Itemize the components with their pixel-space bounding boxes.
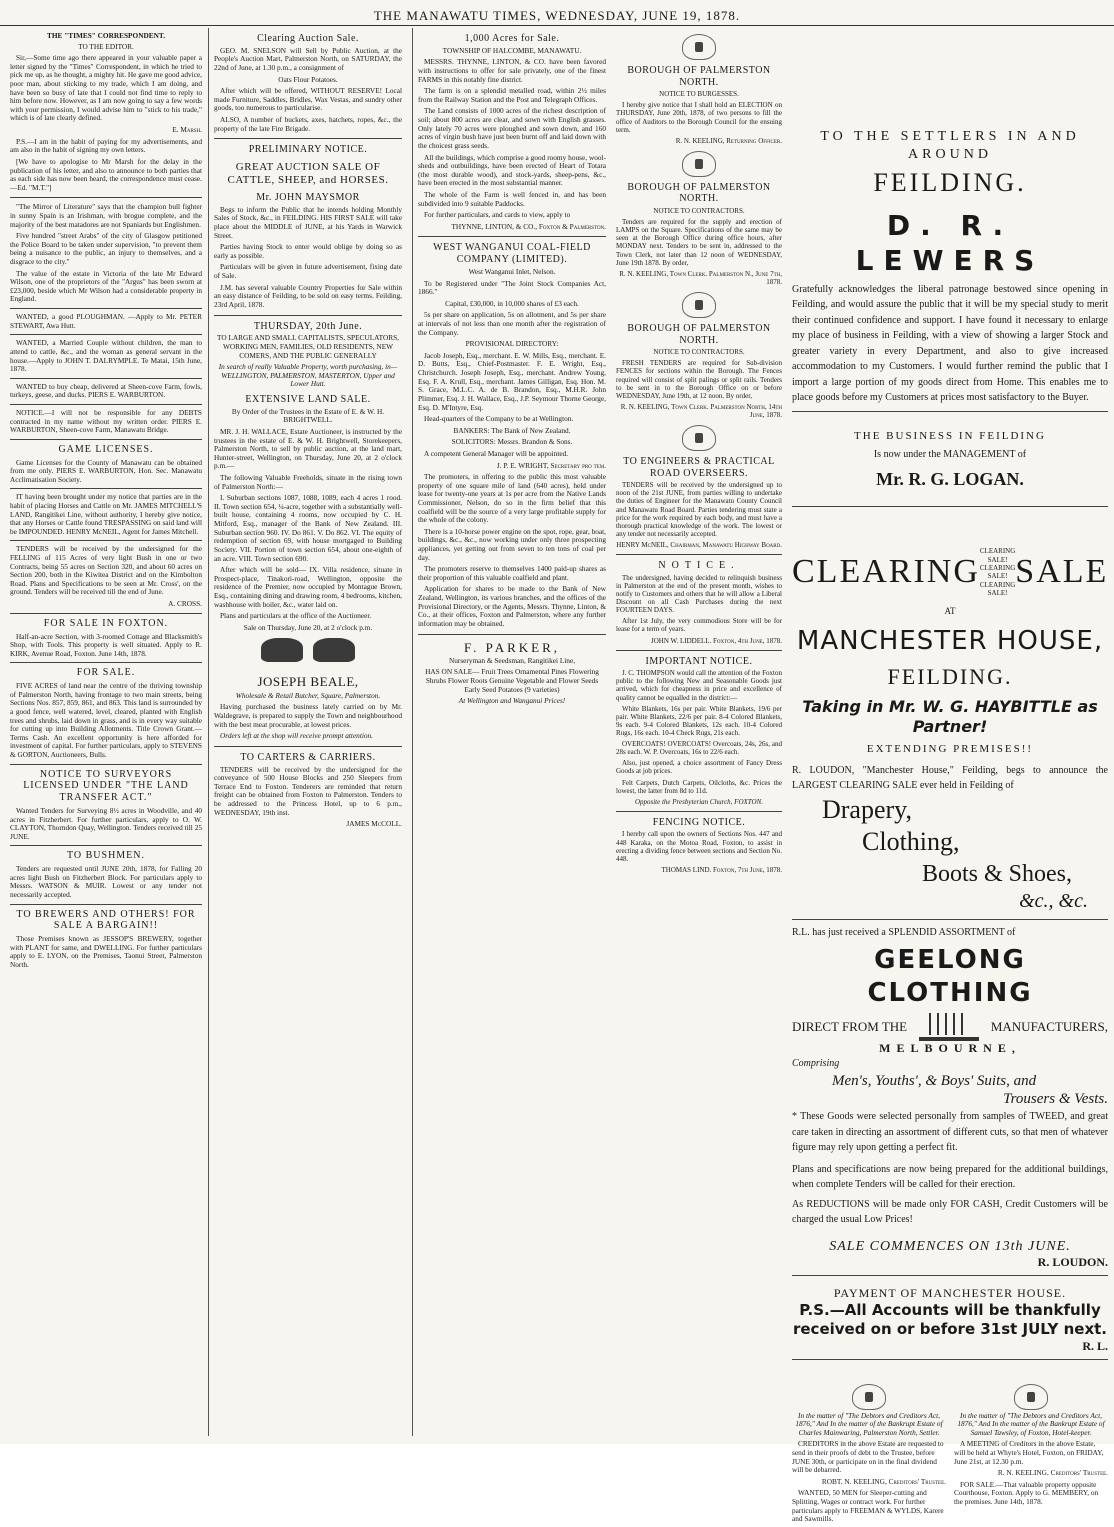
separator [792, 1359, 1108, 1360]
article-paragraph: Sir,—Some time ago there appeared in your valuable paper a letter signed by the "Times" Correspondent, in which he tried to pick me up, as he thought, a mighty hit. He gave me good advice, poor man, about sticking to my trade, which I am doing, and have been so busy of late that I could not find time to reply to him before now. However, as I am now going to say a few words with your permission, I would advise him to "stick to his trade," which is of late clearly defined. [10, 53, 202, 123]
separator [616, 811, 782, 812]
column-4 [414, 28, 610, 1436]
ad-title: TO BREWERS AND OTHERS! FOR SALE A BARGAIN!! [16, 908, 196, 932]
signature: JAMES McCOLL. [346, 819, 402, 829]
ad-text: DIRECT FROM THE [792, 1018, 908, 1034]
ad-text: After which will be sold— IX. Villa residence, situate in Prospect-place, Tinakori-road, Wellington, opposite the residence of the Premier, now occupied by Montague Brown, Esq., containing dining and drawing room, 4 bedrooms, kitchen, washhouse with boiler, &c., water laid on. [214, 565, 402, 609]
oxen-illustration [253, 638, 363, 668]
ad-text: The whole of the Farm is well fenced in, and has been subdivided into 9 suitable Paddocks. [418, 189, 606, 208]
ad-text: J.M. has several valuable Country Properties for Sale within an easy distance of Feilding, to be sold on easy terms. Feilding, 23rd April, 1878. [214, 282, 402, 309]
crest-icon [1014, 1384, 1048, 1410]
signature: R. N. KEELING, Town Clerk. Palmerston N., June 7th, 1878. [619, 269, 782, 286]
ad-text: TENDERS will be received by the undersigned up to noon of the 21st JUNE, from parties willing to undertake the duties of Engineer for the Manawatu County Council and Manawatu Road Board. Parties tendering must state a price for the work required by each body, and must have a thorough practical knowledge of the work. The lowest or any tender not necessarily accepted. [616, 481, 782, 538]
separator [418, 634, 606, 635]
classified-ad [10, 334, 202, 373]
notice-left [792, 1378, 946, 1527]
signature: E. Marsh. [172, 125, 202, 135]
banner-sub: CLEARING SALE! CLEARING SALE! CLEARING SALE! [979, 547, 1016, 598]
ad-text: BANKERS: The Bank of New Zealand. [453, 425, 571, 435]
ad-text: The undersigned, having decided to relinquish business in Palmerston at the end of the present month, wishes to notify to Customers and others that he will allow a Liberal Discount on all Cash Purchases during the next FOURTEEN DAYS. [616, 573, 782, 615]
ad-text: In the matter of "The Debtors and Creditors Act, 1876," And In the matter of the Bankrupt Estate of Samuel Tawsley, of Foxton, Hotel-keeper. [957, 1410, 1105, 1437]
classified-ad [10, 404, 202, 435]
separator [616, 650, 782, 651]
wide-advertisement [786, 28, 1114, 1524]
ad-text: The farm is on a splendid metalled road, within 2½ miles from the Railway Station and the Post and Telegraph Offices. [418, 86, 606, 104]
ad-goods: Oats Flour Potatoes. [278, 74, 338, 84]
ad-text: Is now under the MANAGEMENT of [873, 449, 1027, 461]
article-paragraph: [We have to apologise to Mr Marsh for the delay in the publication of his letter, and also to announce to both parties that as each side has now been heard, the correspondence must cease.—Ed. "M.T."] [10, 156, 202, 192]
ad-text: All the buildings, which comprise a good roomy house, wool-sheds and outbuildings, have been erected of Heart of Totara (the most durable wood), and stock-yards, sheep-pens, &c., have been erected in the most substantial manner. [418, 152, 606, 188]
ad-text: OVERCOATS! OVERCOATS! Overcoats, 24s, 26s, and 28s each. W. P. Overcoats, 16s to 22/6 each. [616, 740, 782, 757]
clearing-sale-banner [792, 547, 1108, 597]
separator [792, 1275, 1108, 1276]
ad-text: Parties having Stock to enter would oblige by doing so as early as possible. [214, 242, 402, 260]
ad-title: WEST WANGANUI COAL-FIELD COMPANY (LIMITED). [433, 242, 591, 266]
ad-title: EXTENSIVE LAND SALE. [245, 393, 371, 405]
separator [418, 236, 606, 237]
separator [616, 554, 782, 555]
ad-text: A MEETING of Creditors in the above Estate, will be held at Whyte's Hotel, Foxton, on FRIDAY, June 21st, at 12.30 p.m. [954, 1439, 1104, 1466]
store-location: FEILDING. [887, 664, 1013, 690]
ad-text: Those Premises known as JESSOP'S BREWERY, together with PLANT for same, and DWELLING. For further particulars apply to E. LYON, on the Premises, Taonui Street, Palmerston North. [10, 934, 202, 970]
ad-text: FIVE ACRES of land near the centre of the thriving township of Palmerston North, having frontage to two main streets, being Sections Nos. 857, 859, 861, and 863. This land is surrounded by a good fence, well watered, level, cleared, planted with English trees and shrubs, laid down in grass, and is in every way suitable for cutting up into Building Allotments. Title Crown Grant.—Terms Cash. An excellent opportunity is here afforded for investment of capital. For further particulars, apply to STEVENS & GORTON, Auctioneers, Bulls. [10, 681, 202, 759]
classified-ad [10, 540, 202, 608]
signature: ROBT. N. KEELING, Creditors' Trustee. [821, 1476, 946, 1486]
ad-text: Having purchased the business lately carried on by Mr. Waldegrave, is prepared to supply the Town and neighbourhood with the best meat procurable, at lowest prices. [214, 702, 402, 729]
ad-text: TENDERS will be received by the undersigned for the FELLING of 115 Acres of very light Bush in one or two Contracts, being 55 acres on Section 320, and about 60 acres on Section 200, both in the Kiwitea District and on the Kimbolton Road. Plans and Specifications to be seen at Mr. Cross', on the ground. Tenders will be received till the end of June. [10, 544, 202, 597]
ad-text: CREDITORS in the above Estate are requested to send in their proofs of debt to the Trustee, before JUNE 30th, or participate on in the final dividend will be debarred. [792, 1439, 944, 1475]
ad-title: NOTICE TO SURVEYORS LICENSED UNDER "THE LAND TRANSFER ACT." [23, 768, 189, 804]
signature: A. CROSS. [168, 599, 202, 609]
ad-text: In the matter of "The Debtors and Creditors Act, 1876," And In the matter of the Bankrupt Estate of Charles Mainwaring, Palmerston North, Settler. [795, 1410, 943, 1437]
ad-text: As REDUCTIONS will be made only FOR CASH, Credit Customers will be charged the usual Low Prices! [792, 1198, 1108, 1226]
ad-text: WANTED, a good PLOUGHMAN. —Apply to Mr. PETER STEWART, Awa Hutt. [10, 312, 202, 330]
ad-text: White Blankets, 16s per pair. White Blankets, 19/6 per pair. White Blankets, 22/6 per pair. 8-4 Colored Blankets, 9s each. 9-4 Colored Blankets, 12s each. 10-4 Colored Rugs, 16s each. 10-4 Check Rugs, 21s each. [616, 704, 782, 737]
ad-subtitle: TOWNSHIP OF HALCOMBE, MANAWATU. [442, 45, 582, 55]
column-rule [208, 28, 209, 1436]
store-name: MANCHESTER HOUSE, [796, 625, 1104, 656]
news-item: "The Mirror of Literature" says that the champion bull fighter in sunny Spain is an Irishman, with brogue complete, and the majority of the best matadores are not Spaniards but Englishmen. [10, 202, 202, 229]
subheading: PROVISIONAL DIRECTORY: [465, 339, 559, 349]
ad-text: Capital, £30,000, in 10,000 shares of £3 each. [445, 298, 579, 308]
ad-text: Begs to inform the Public that he intends holding Monthly Sales of Stock, &c., in FEILDING. HIS FIRST SALE will take place about the MIDDLE of JUNE, at his Yards in Warwick Street. [214, 204, 402, 240]
classified-ad [10, 904, 202, 970]
ad-text: AT [944, 605, 956, 616]
ad-title: NOTICE. [658, 560, 740, 572]
ad-text: WANTED to buy cheap, delivered at Sheen-cove Farm, fowls, turkeys, geese, and ducks. PIERS E. WARBURTON. [10, 381, 202, 400]
ad-title: PRELIMINARY NOTICE. [248, 144, 368, 156]
separator [214, 138, 402, 139]
crest-icon [852, 1384, 886, 1410]
ad-text: The Land consists of 1000 acres of the richest description of soil; about 800 acres are clear, and sown with English grasses. Only lately 70 acres were ploughed and sown down, and 160 acres of virgin bush have just been burnt off and laid down with the choicest grass seeds. [418, 106, 606, 150]
ad-headline: Taking in Mr. W. G. HAYBITTLE as Partner! [802, 696, 1098, 736]
ad-subtitle: Nurseryman & Seedsman, Rangitikei Line, [448, 655, 576, 665]
signature: J. P. E. WRIGHT, Secretary pro tem. [496, 460, 606, 470]
notice-right [954, 1378, 1108, 1527]
ad-text: For further particulars, and cards to view, apply to [424, 210, 571, 220]
signature: R. N. KEELING, Creditors' Trustee. [997, 1468, 1108, 1478]
ad-text: There is a 10-horse power engine on the spot, rope, gear, boat, buildings, &c., &c., now working under only three prospecting appliances, yet getting out from seven to ten tons of coal per day. [418, 526, 606, 562]
ad-title: IMPORTANT NOTICE. [645, 655, 753, 667]
column-rule [412, 28, 413, 1436]
merchant-name: Mr. R. G. LOGAN. [876, 468, 1024, 489]
signature: R. N. KEELING, Returning Officer. [675, 136, 782, 145]
ship-icon [919, 1013, 979, 1041]
ad-text: MELBOURNE, [879, 1041, 1021, 1056]
ad-text: Particulars will be given in future advertisement, fixing date of Sale. [214, 262, 402, 281]
ad-text: Sale on Thursday, June 20, at 2 o'clock p.m. [243, 622, 373, 632]
ad-text: Plans and particulars at the office of the Auctioneer. [220, 611, 372, 621]
subheading: TO THE EDITOR. [78, 41, 134, 51]
ad-text: The promoters reserve to themselves 1400 paid-up shares as their proportion of this valuable coalfield and plant. [418, 564, 606, 582]
ad-text: Wanted Tenders for Surveying 8½ acres in Woodville, and 40 acres in Fitzherbert. For further particulars, apply to O. W. CLAYTON, Thorndon Quay, Wellington. Tenders received till 25 JUNE. [10, 806, 202, 841]
classified-ad [10, 662, 202, 759]
ad-name: Mr. JOHN MAYSMOR [256, 192, 360, 204]
ad-text: MR. J. H. WALLACE, Estate Auctioneer, is instructed by the trustees in the estate of E. & W. H. Brightwell, Storekeepers, Palmerston North, to sell by public auction, at the land mart, Hunter-street, Wellington, on Thursday, June 20, at 2 o'clock p.m.— [214, 426, 402, 471]
crest-icon [682, 34, 716, 60]
ad-headline: EXTENDING PREMISES!! [866, 742, 1034, 755]
ad-title: Clearing Auction Sale. [257, 33, 359, 44]
signature: THOMAS LIND. Foxton, 7th June, 1878. [661, 865, 782, 874]
ad-title: BOROUGH OF PALMERSTON NORTH. [627, 65, 771, 88]
ad-text: Comprising [792, 1058, 840, 1070]
ad-text: MESSRS. THYNNE, LINTON, & CO. have been favored with instructions to offer for sale privately, one of the finest FARMS in this notably fine district. [418, 57, 606, 84]
ox-icon [261, 638, 303, 662]
ad-text: Jacob Joseph, Esq., merchant. E. W. Mills, Esq., merchant. E. D. Butts, Esq., Chief-Postmaster. F. E. Wright, Esq., Christchurch. Joseph Joseph, Esq., merchant. Andrew Young, Esq. F. A. Krull, Esq., merchant. James Gilligan, Esq. Hon. M. S. Grace, M.L.C. A. de B. Brandon, Esq., M.H.R. John Plimmer, Esq. J. H. Wallace, Esq., J.P. Seymour Thorne George, Esq. D. M'Intyre, Esq. [418, 350, 606, 412]
separator [214, 746, 402, 747]
banner-word: SALE [1015, 553, 1109, 591]
ad-subtitle: West Wanganui Inlet, Nelson. [468, 266, 556, 276]
classified-ad [10, 308, 202, 330]
ad-subtitle: Wholesale & Retail Butcher, Square, Palmerston. [235, 690, 381, 700]
ad-text: Orders left at the shop will receive prompt attention. [220, 731, 374, 741]
ad-text: NOTICE.—I will not be responsible for any DEBTS contracted in my name without my written order. PIERS E. WARBURTON, Sheen-cove Farm, Manawatu Bridge. [10, 407, 202, 435]
ad-text: GEO. M. SNELSON will Sell by Public Auction, at the People's Auction Mart, Palmerston North, on SATURDAY, the 22nd of June, at 1.30 p.m., a consignment of [214, 45, 402, 73]
goods-line: Clothing, [862, 827, 960, 857]
ad-title: JOSEPH BEALE, [257, 674, 359, 690]
classified-ad [10, 845, 202, 899]
separator [792, 919, 1108, 920]
separator [792, 411, 1108, 412]
crest-icon [682, 425, 716, 451]
section-heading: THE "TIMES" CORRESPONDENT. [46, 31, 166, 40]
ad-text: At Wellington and Wanganui Prices! [458, 696, 566, 706]
ad-title: TO CARTERS & CARRIERS. [240, 751, 376, 763]
ad-text: MANUFACTURERS, [990, 1018, 1108, 1034]
bottom-notices [792, 1378, 1108, 1527]
ad-text: Half-an-acre Section, with 3-roomed Cottage and Blacksmith's Shop, with Tools. This property is well situated. Apply to R. KIRK, Avenue Road, Foxton. June 14th, 1878. [10, 631, 202, 658]
ad-title: BOROUGH OF PALMERSTON NORTH. [627, 181, 771, 205]
ad-title: FOR SALE IN FOXTON. [43, 617, 169, 629]
ad-title: 1,000 Acres for Sale. [464, 33, 560, 44]
subheading: NOTICE TO CONTRACTORS. [653, 207, 745, 216]
column-3 [210, 28, 406, 1436]
separator [792, 506, 1108, 507]
ad-title: TO ENGINEERS & PRACTICAL ROAD OVERSEERS. [623, 456, 775, 479]
ad-text: HAS ON SALE— Fruit Trees Ornamental Pines Flowering Shrubs Flower Roots Genuine Vegetable and Flower Seeds Early Seed Potatoes (9 varieties) [425, 667, 599, 694]
ad-text: ALSO, A number of buckets, axes, hatchets, ropes, &c., the property of the late Fire Brigade. [214, 115, 402, 133]
ad-headline: GEELONG CLOTHING [867, 945, 1033, 1008]
ad-text: Also, just opened, a choice assortment of Fancy Dress Goods at job prices. [616, 759, 782, 776]
classified-ad [10, 488, 202, 536]
ad-text: FOR SALE.—That valuable property opposite Courthouse, Foxton. Apply to G. MEMBERY, on the premises. June 14th, 1878. [954, 1479, 1099, 1507]
ad-title: TO THE SETTLERS IN AND AROUND [820, 129, 1080, 162]
ad-title: BOROUGH OF PALMERSTON NORTH. [627, 323, 771, 346]
classified-ad [10, 378, 202, 400]
ad-text: Game Licenses for the County of Manawatu can be obtained from me only. PIERS E. WARBURTON, Hon. Sec. Manawatu Acclimatisation Society. [10, 457, 202, 484]
ad-headline: P.S.—All Accounts will be thankfully received on or before 31st JULY next. [792, 1301, 1107, 1338]
signature: R. LOUDON. [1037, 1255, 1108, 1270]
direct-line [792, 1013, 1108, 1041]
signature: THYNNE, LINTON, & CO., Foxton & Palmerston. [451, 221, 606, 231]
goods-line: Drapery, [822, 794, 912, 824]
ad-text: J. C. THOMPSON would call the attention of the Foxton public to the following New and Seasonable Goods just arrived, which for cheapness in price and excellence of quality cannot be equalled in the district:— [616, 669, 782, 702]
ad-title: F. PARKER, [463, 639, 561, 655]
crest-icon [682, 151, 716, 177]
separator [214, 315, 402, 316]
ad-text: I hereby give notice that I shall hold an ELECTION on THURSDAY, June 20th, 1878, of two persons to fill the office of Auditors to the Borough Council for the ensuing term. [616, 101, 782, 134]
news-item: The value of the estate in Victoria of the late Mr Edward Wilson, one of the proprietors of the "Argus" has been sworn at £23,000, beside which Mr Wilson had a considerable property in England. [10, 268, 202, 304]
separator [10, 197, 202, 198]
ad-title: FOR SALE. [76, 667, 136, 679]
ad-text: FRESH TENDERS are required for Sub-division FENCES for sections within the Borough. The Fences required will consist of split palings or split rails. Tenders to be sent in to the Borough Office on or before WEDNESDAY, June 19th, at 12 noon. By order, [616, 359, 782, 400]
ad-text: WANTED, a Married Couple without children, the man to attend to cattle, &c., and the woman as general servant in the house.—Apply to JOHN T. DALRYMPLE. Te Matai, 15th June, 1878. [10, 338, 202, 374]
ad-heading: TO LARGE AND SMALL CAPITALISTS, SPECULATORS, WORKING MEN, FAMILIES, OLD RESIDENTS, NEW COMERS, AND THE PUBLIC GENERALLY [217, 333, 399, 360]
signature: JOHN W. LIDDELL. Foxton, 4th June, 1878. [651, 636, 782, 645]
ad-title: FEILDING. [873, 168, 1027, 197]
goods-line: &c., &c. [1019, 889, 1088, 912]
goods-line: Boots & Shoes, [922, 860, 1073, 887]
column-5 [612, 28, 786, 1436]
masthead: THE MANAWATU TIMES, WEDNESDAY, JUNE 19, 1878. [0, 0, 1114, 26]
ad-text: Opposite the Presbyterian Church, FOXTON. [634, 797, 764, 806]
ad-text: The following Valuable Freeholds, situate in the rising town of Palmerston North:— [214, 473, 402, 491]
signature: HENRY McNEIL, Chairman, Manawatu Highway Board. [616, 541, 782, 550]
ad-text: SOLICITORS: Messrs. Brandon & Sons. [451, 437, 573, 447]
classified-ad [10, 613, 202, 659]
ad-headline: PAYMENT OF MANCHESTER HOUSE. [833, 1286, 1067, 1301]
ad-headline: SALE COMMENCES ON 13th JUNE. [829, 1238, 1071, 1254]
ad-text: Tenders are requested until JUNE 20th, 1878, for Falling 20 acres light Bush on Fitzherbert Block. For particulars apply to Messrs. WATSON & MUIR. Lowest or any tender not necessarily accepted. [10, 864, 202, 900]
ad-text: Felt Carpets, Dutch Carpets, Oilcloths, &c. Prices the lowest, the latter from 8d to 11d. [616, 778, 782, 795]
crest-icon [682, 292, 716, 318]
news-item: Five hundred "street Arabs" of the city of Glasgow petitioned the Police Board to be taken under supervision, "to prevent them being a nuisance to the public, an injury to themselves, and a disgrace to the city." [10, 231, 202, 267]
ad-text: I hereby call upon the owners of Sections Nos. 447 and 448 Karaka, on the Motoa Road, Foxton, to assist in erecting a dividing fence between sections and Section No. 448. [616, 830, 782, 863]
ad-title: TO BUSHMEN. [66, 850, 146, 862]
ad-text: Plans and specifications are now being prepared for the additional buildings, when complete Tenders will be called for their erection. [792, 1163, 1108, 1191]
ad-text: Tenders are required for the supply and erection of LAMPS on the Square. Specifications of the same may be seen at the Borough Office during office hours, after MONDAY next. Tenders to be sent in, addressed to the Town Clerk, not later than 12 noon of WEDNESDAY, June 19th 1878. By order, [616, 218, 782, 267]
ad-text: WANTED, 50 MEN for Sleeper-cutting and Splitting, Wages or contract work. For further particulars apply to FREEMAN & WYLDS, Karere and Sawmills. [792, 1488, 944, 1524]
ad-text: After which will be offered, WITHOUT RESERVE! Local made Furniture, Saddles, Bridles, Wax Vestas, and sundry other goods, too numerous to particularise. [214, 86, 402, 113]
ad-title: GREAT AUCTION SALE OF CATTLE, SHEEP, and HORSES. [227, 161, 389, 187]
goods-line: Trousers & Vests. [1003, 1091, 1108, 1108]
ad-text: 5s per share on application, 5s on allotment, and 5s per share at intervals of not less than one month after the registration of the Company. [418, 310, 606, 337]
subheading: NOTICE TO CONTRACTORS. [653, 348, 745, 357]
ad-text: In search of really Valuable Property, worth purchasing, in— WELLINGTON, PALMERSTON, MASTERTON, Upper and Lower Hutt. [218, 362, 398, 389]
ad-text: A competent General Manager will be appointed. [424, 448, 569, 458]
article-paragraph: P.S.—I am in the habit of paying for my advertisements, and am also in the habit of signing my own letters. [10, 136, 202, 155]
ad-text: By Order of the Trustees in the Estate of E. & W. H. BRIGHTWELL. [231, 406, 385, 425]
ad-text: R. LOUDON, "Manchester House," Feilding, begs to announce the LARGEST CLEARING SALE ever held in Feilding of [792, 764, 1108, 792]
banner-word: CLEARING [792, 553, 980, 591]
ad-title: GAME LICENSES. [58, 443, 154, 455]
merchant-name: D. R. LEWERS [855, 208, 1045, 277]
signature: R. N. KEELING, Town Clerk. Palmerston North, 14th June, 1878. [620, 402, 782, 419]
classified-ad [10, 764, 202, 842]
ad-text: I. Suburban sections 1087, 1088, 1089, each 4 acres 1 rood. II. Town section 654, ¼-acre, together with a substantially well-built house, containing 4 rooms, now occupied by C. H. Mitford, Esq., manager of the Bank of New Zealand. III. Suburban section 960. IV. Do 861. V. Do 862. VI. The equity of redemption of section 69, with house mortgaged to Building Society. VII. Portion of town section 654, about one-eighth of an acre. VIII. Town section 690. [214, 493, 402, 563]
ad-title: THURSDAY, 20th June. [253, 320, 363, 332]
goods-line: Men's, Youths', & Boys' Suits, and [832, 1072, 1037, 1089]
ad-text: TENDERS will be received by the undersigned for the conveyance of 500 House Blocks and 250 Sleepers from Terrace End to Foxton. Tenderers are reminded that return freight can be obtained from Foxton to Palmerston. Tenders to be addressed to the Princess Hotel, up to 6 p.m., WEDNESDAY, 19th inst. [214, 764, 402, 817]
ox-icon [313, 638, 355, 662]
ad-text: R.L. has just received a SPLENDID ASSORTMENT of [792, 926, 1016, 938]
column-2 [6, 28, 206, 1436]
signature: R. L. [1082, 1338, 1108, 1353]
ad-text: * These Goods were selected personally from samples of TWEED, and great care taken in directing an assortment of different cuts, so that men of whatever figure may rely upon getting a perfect fit. [792, 1111, 1108, 1154]
ad-text: Application for shares to be made to the Bank of New Zealand, Wellington, its various branches, and the offices of the Provisional Directory, or the Agents, Messrs. Thynne, Linton, & Co., at their offices, Foxton and Palmerston, where any further information may be obtained. [418, 584, 606, 628]
ad-title: THE BUSINESS IN FEILDING [854, 429, 1046, 442]
ad-text: To be Registered under "The Joint Stock Companies Act, 1866." [418, 278, 606, 297]
ad-text: The promoters, in offering to the public this most valuable property of one square mile of land (640 acres), held under lease for twenty-one years at 1s per acre from the Native Lands Commissioner, Nelson, do so in the firm belief that this coalfield will be the source of a very large profitable supply for the whole of the colony. [418, 472, 606, 525]
ad-text: After 1st July, the very commodious Store will be for lease for a term of years. [616, 617, 782, 634]
ad-text: Head-quarters of the Company to be at Wellington. [424, 414, 574, 424]
subheading: NOTICE TO BURGESSES. [659, 90, 739, 99]
ad-title: FENCING NOTICE. [652, 816, 746, 828]
classified-ad [10, 439, 202, 485]
ad-text: Gratefully acknowledges the liberal patronage bestowed since opening in Feilding, and would assure the public that it will be my special study to merit their continued confidence and support. I have found it necessary to enlarge my place of business in Feilding, with a view of showing a larger Stock and greater variety in every Department, and also to give increased accommodation to my Customers. I would further remind the public that I import a large portion of my goods direct from Home. This enables me to place goods before my Customers at prices most satisfactory to the Buyer. [792, 283, 1108, 403]
ad-text: IT having been brought under my notice that parties are in the habit of placing Horses and Cattle on Mr. JAMES MITCHELL'S LAND, Rangitikei Line, without authority, I hereby give notice, that any Horses or Cattle found TRESPASSING on said land will be IMPOUNDED. HENRY McNEIL, Agent for James Mitchell. [10, 492, 202, 536]
